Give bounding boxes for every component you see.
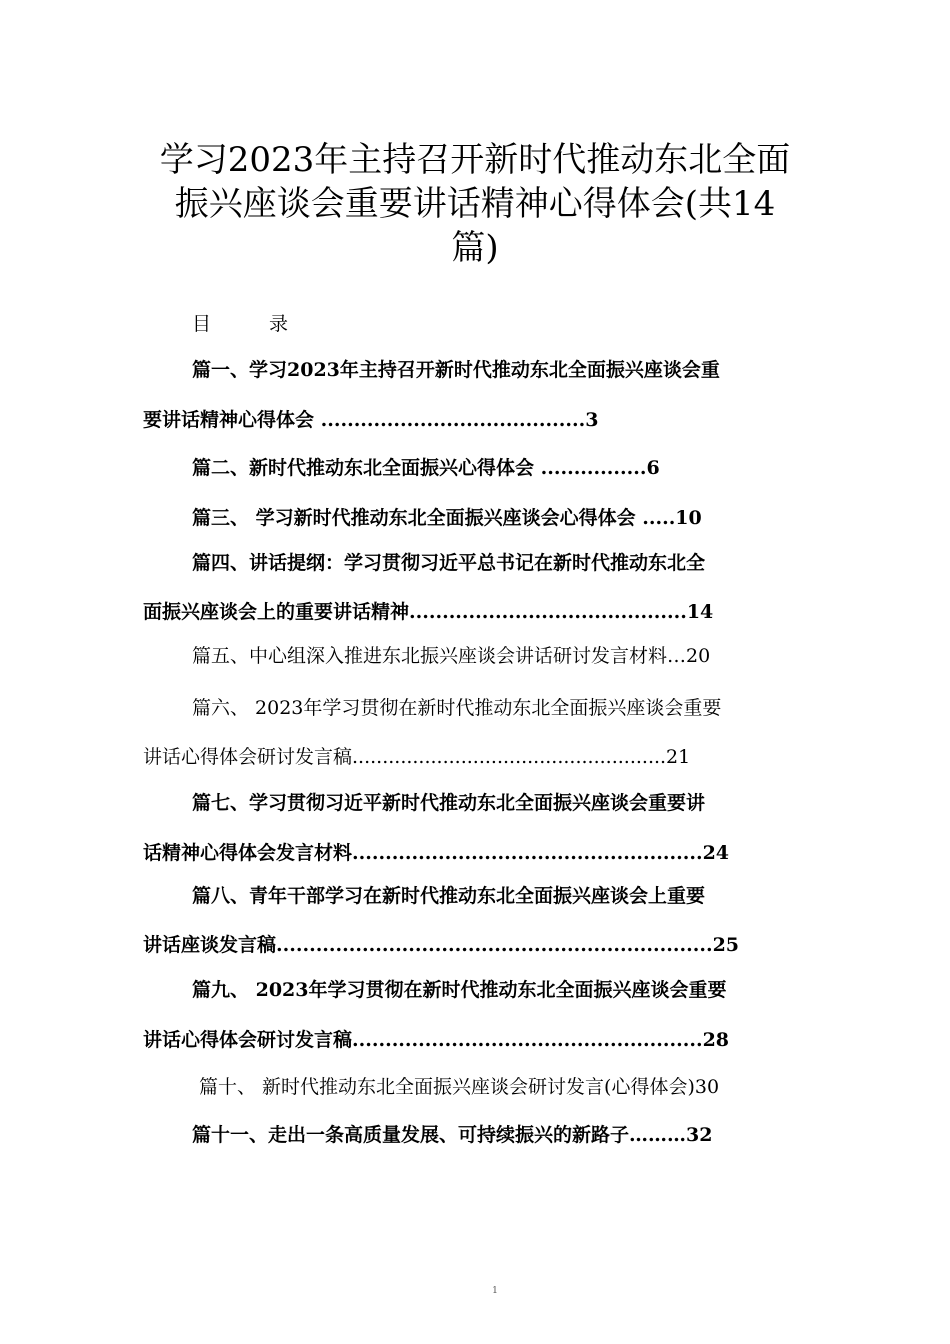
toc-entry-8-line-1[interactable]: 篇八、青年干部学习在新时代推动东北全面振兴座谈会上重要 (192, 885, 706, 907)
toc-heading: 目 录 (192, 313, 315, 335)
toc-entry-1-line-1[interactable]: 篇一、学习2023年主持召开新时代推动东北全面振兴座谈会重 (192, 359, 720, 381)
toc-entry-4-line-1[interactable]: 篇四、讲话提纲：学习贯彻习近平总书记在新时代推动东北全 (192, 552, 706, 574)
toc-entry-5[interactable]: 篇五、中心组深入推进东北振兴座谈会讲话研讨发言材料…20 (192, 645, 711, 667)
title-line-1: 学习2023年主持召开新时代推动东北全面 (159, 140, 791, 180)
toc-entry-9-line-2[interactable]: 讲话心得体会研讨发言稿.....................................................28 (143, 1029, 730, 1051)
title-line-2: 振兴座谈会重要讲话精神心得体会(共14 (174, 184, 776, 224)
toc-entry-11[interactable]: 篇十一、走出一条高质量发展、可持续振兴的新路子………32 (192, 1124, 713, 1146)
toc-entry-8-line-2[interactable]: 讲话座谈发言稿..................................................................25 (143, 934, 740, 956)
toc-entry-7-line-1[interactable]: 篇七、学习贯彻习近平新时代推动东北全面振兴座谈会重要讲 (192, 792, 706, 814)
toc-entry-6-line-1[interactable]: 篇六、 2023年学习贯彻在新时代推动东北全面振兴座谈会重要 (192, 697, 722, 719)
toc-entry-4-line-2[interactable]: 面振兴座谈会上的重要讲话精神..........................................14 (143, 601, 714, 623)
toc-entry-1-line-2[interactable]: 要讲话精神心得体会 ........................................3 (143, 409, 599, 431)
title-line-3: 篇) (451, 228, 499, 268)
page-number: 1 (492, 1286, 498, 1296)
toc-entry-9-line-1[interactable]: 篇九、 2023年学习贯彻在新时代推动东北全面振兴座谈会重要 (192, 979, 727, 1001)
toc-entry-2[interactable]: 篇二、新时代推动东北全面振兴心得体会 ................6 (192, 457, 660, 479)
toc-entry-7-line-2[interactable]: 话精神心得体会发言材料.....................................................24 (143, 842, 730, 864)
document-title (0, 138, 950, 270)
toc-entry-6-line-2[interactable]: 讲话心得体会研讨发言稿....................................................21 (143, 746, 691, 768)
toc-entry-10[interactable]: 篇十、 新时代推动东北全面振兴座谈会研讨发言(心得体会)30 (199, 1076, 720, 1098)
toc-entry-3[interactable]: 篇三、 学习新时代推动东北全面振兴座谈会心得体会 .....10 (192, 507, 702, 529)
